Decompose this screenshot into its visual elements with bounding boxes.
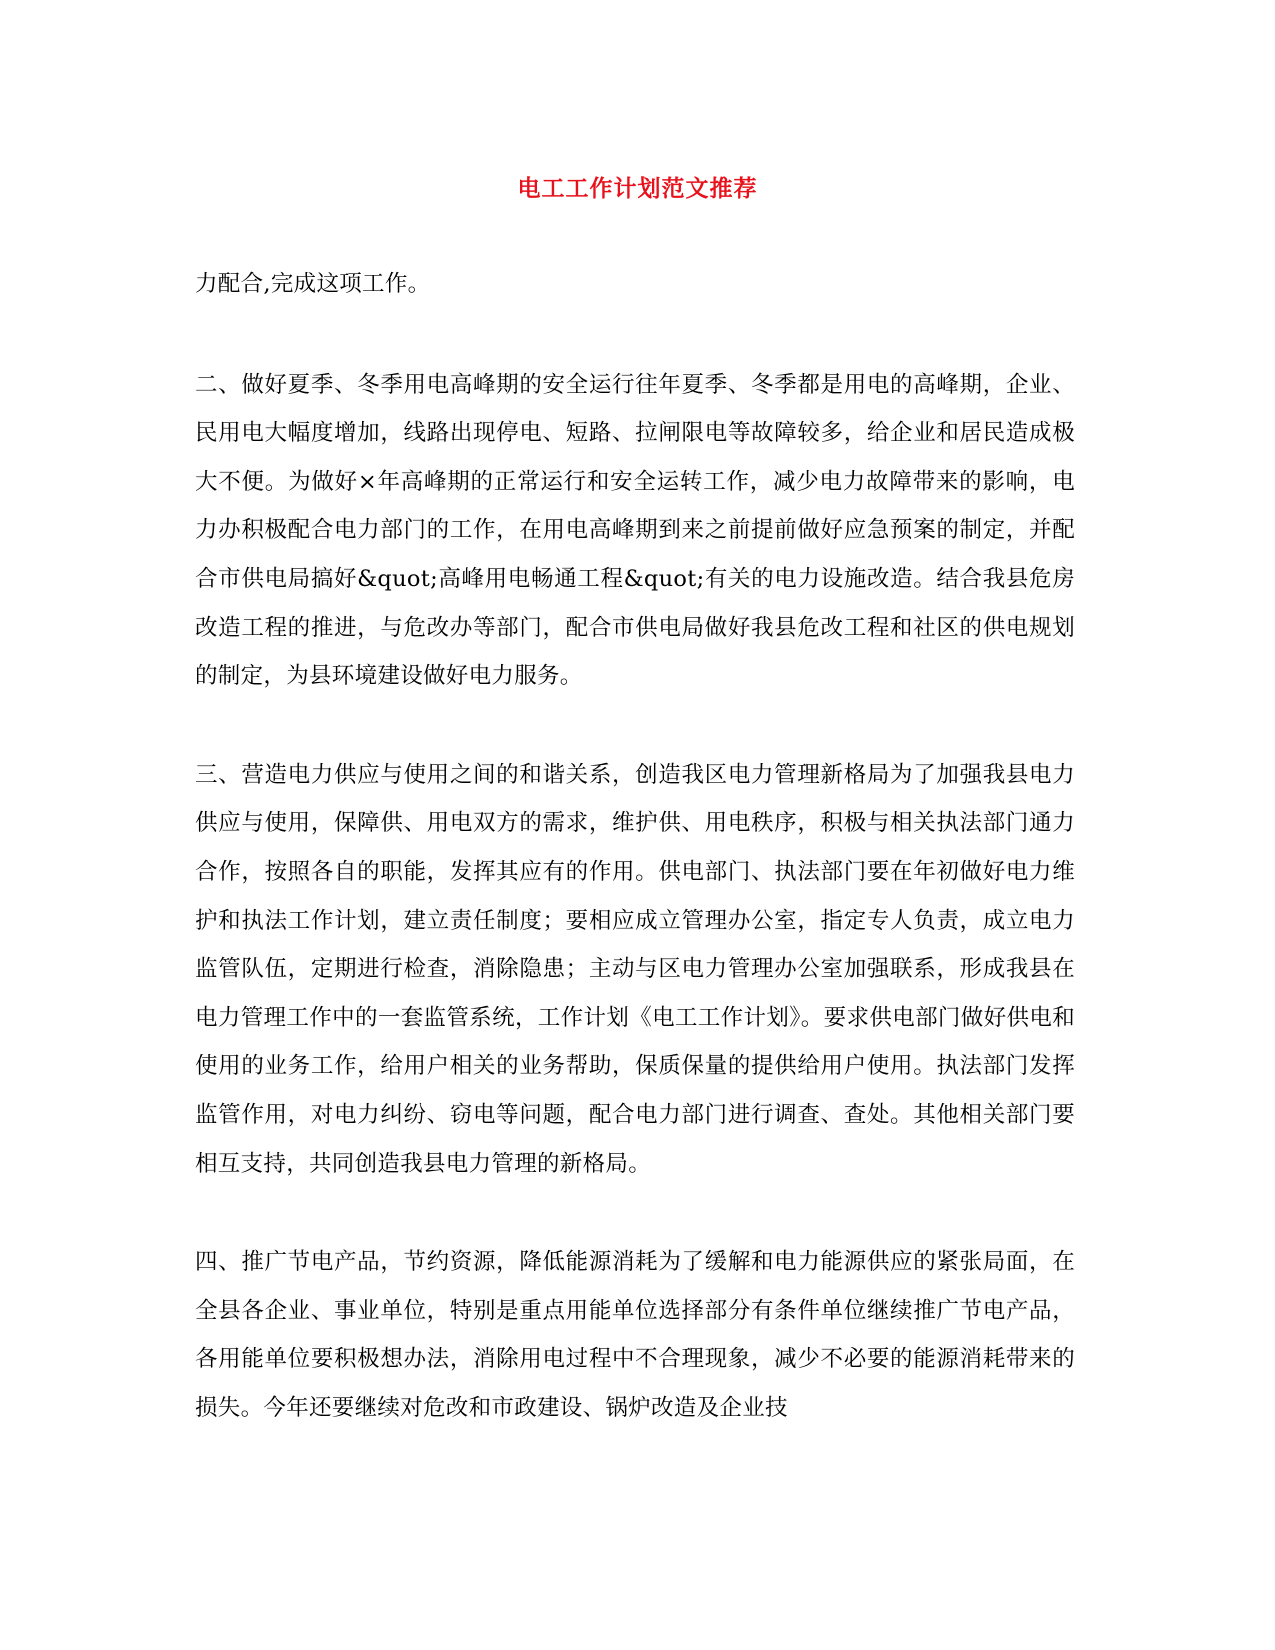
- document-body: [195, 260, 1075, 1482]
- document-title: 电工工作计划范文推荐: [517, 175, 758, 202]
- paragraph-section-4: 四、推广节电产品，节约资源，降低能源消耗为了缓解和电力能源供应的紧张局面，在全县各企业、事业单位，特别是重点用能单位选择部分有条件单位继续推广节电产品，各用能单位要积极想办法，消除用电过程中不合理现象，减少不必要的能源消耗带来的损失。今年还要继续对危改和市政建设、锅炉改造及企业技: [195, 1249, 1075, 1421]
- paragraph-section-3: 三、营造电力供应与使用之间的和谐关系，创造我区电力管理新格局为了加强我县电力供应与使用，保障供、用电双方的需求，维护供、用电秩序，积极与相关执法部门通力合作，按照各自的职能，发挥其应有的作用。供电部门、执法部门要在年初做好电力维护和执法工作计划，建立责任制度；要相应成立管理办公室，指定专人负责，成立电力监管队伍，定期进行检查，消除隐患；主动与区电力管理办公室加强联系，形成我县在电力管理工作中的一套监管系统，工作计划《电工工作计划》。要求供电部门做好供电和使用的业务工作，给用户相关的业务帮助，保质保量的提供给用户使用。执法部门发挥监管作用，对电力纠纷、窃电等问题，配合电力部门进行调查、查处。其他相关部门要相互支持，共同创造我县电力管理的新格局。: [195, 761, 1075, 1177]
- paragraph-continuation: 力配合,完成这项工作。: [195, 271, 431, 297]
- paragraph-section-2: 二、做好夏季、冬季用电高峰期的安全运行往年夏季、冬季都是用电的高峰期，企业、民用电大幅度增加，线路出现停电、短路、拉闸限电等故障较多，给企业和居民造成极大不便。为做好×年高峰期的正常运行和安全运转工作，减少电力故障带来的影响，电力办积极配合电力部门的工作，在用电高峰期到来之前提前做好应急预案的制定，并配合市供电局搞好&quot;高峰用电畅通工程&quot;有关的电力设施改造。结合我县危房改造工程的推进，与危改办等部门，配合市供电局做好我县危改工程和社区的供电规划的制定，为县环境建设做好电力服务。: [195, 371, 1075, 690]
